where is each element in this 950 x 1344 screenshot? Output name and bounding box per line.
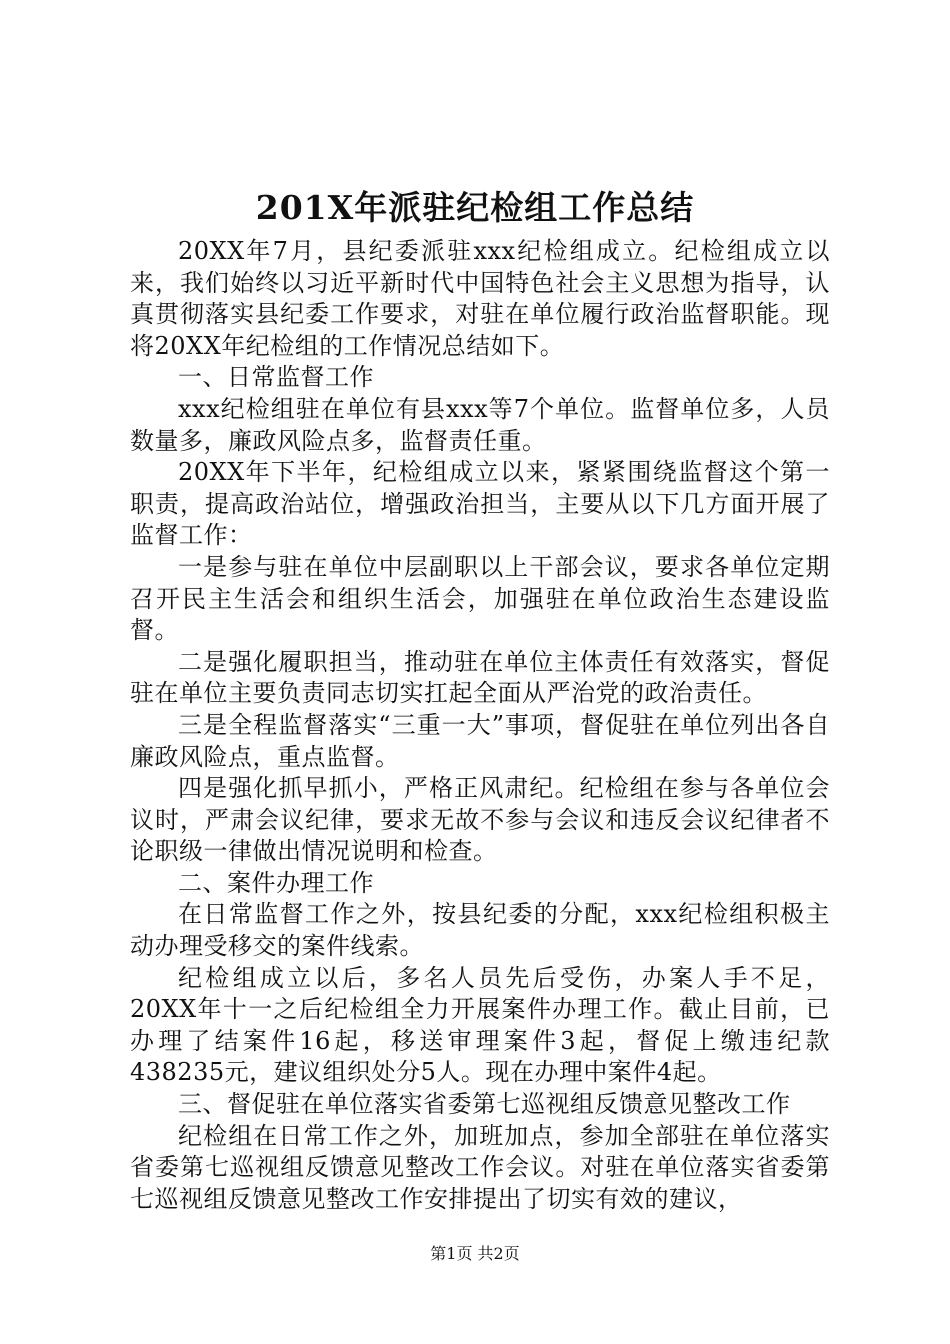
paragraph-case-assignment: 在日常监督工作之外，按县纪委的分配，xxx纪检组积极主动办理受移交的案件线索。 [130,900,830,961]
document-body [130,236,830,1215]
paragraph-supervised-units: xxx纪检组驻在单位有县xxx等7个单位。监督单位多，人员数量多，廉政风险点多，监督责任重。 [130,394,830,455]
paragraph-item-two: 二是强化履职担当，推动驻在单位主体责任有效落实，督促驻在单位主要负责同志切实扛起全面从严治党的政治责任。 [130,647,830,708]
page-number-footer: 第1页 共2页 [430,1244,520,1263]
section-heading-inspection-rectification: 三、督促驻在单位落实省委第七巡视组反馈意见整改工作 [178,1090,791,1119]
paragraph-supervision-approach: 20XX年下半年，纪检组成立以来，紧紧围绕监督这个第一职责，提高政治站位，增强政治担当，主要从以下几方面开展了监督工作： [130,458,830,550]
paragraph-item-one: 一是参与驻在单位中层副职以上干部会议，要求各单位定期召开民主生活会和组织生活会，加强驻在单位政治生态建设监督。 [130,552,830,645]
paragraph-case-results: 纪检组成立以后，多名人员先后受伤，办案人手不足，20XX年十一之后纪检组全力开展案件办理工作。截止目前，已办理了结案件16起，移送审理案件3起，督促上缴违纪款438235元，建议组织处分5人。现在办理中案件4起。 [130,963,830,1087]
section-heading-daily-supervision: 一、日常监督工作 [178,363,374,392]
document-title: 201X年派驻纪检组工作总结 [255,188,695,227]
paragraph-item-four: 四是强化抓早抓小，严格正风肃纪。纪检组在参与各单位会议时，严肃会议纪律，要求无故不参与会议和违反会议纪律者不论职级一律做出情况说明和检查。 [130,774,830,866]
paragraph-rectification-work: 纪检组在日常工作之外，加班加点，参加全部驻在单位落实省委第七巡视组反馈意见整改工作会议。对驻在单位落实省委第七巡视组反馈意见整改工作安排提出了切实有效的建议， [130,1121,830,1213]
paragraph-intro: 20XX年7月，县纪委派驻xxx纪检组成立。纪检组成立以来，我们始终以习近平新时代中国特色社会主义思想为指导，认真贯彻落实县纪委工作要求，对驻在单位履行政治监督职能。现将20XX年纪检组的工作情况总结如下。 [130,237,830,360]
section-heading-case-handling: 二、案件办理工作 [178,868,374,897]
paragraph-item-three: 三是全程监督落实“三重一大”事项，督促驻在单位列出各自廉政风险点，重点监督。 [130,710,830,771]
